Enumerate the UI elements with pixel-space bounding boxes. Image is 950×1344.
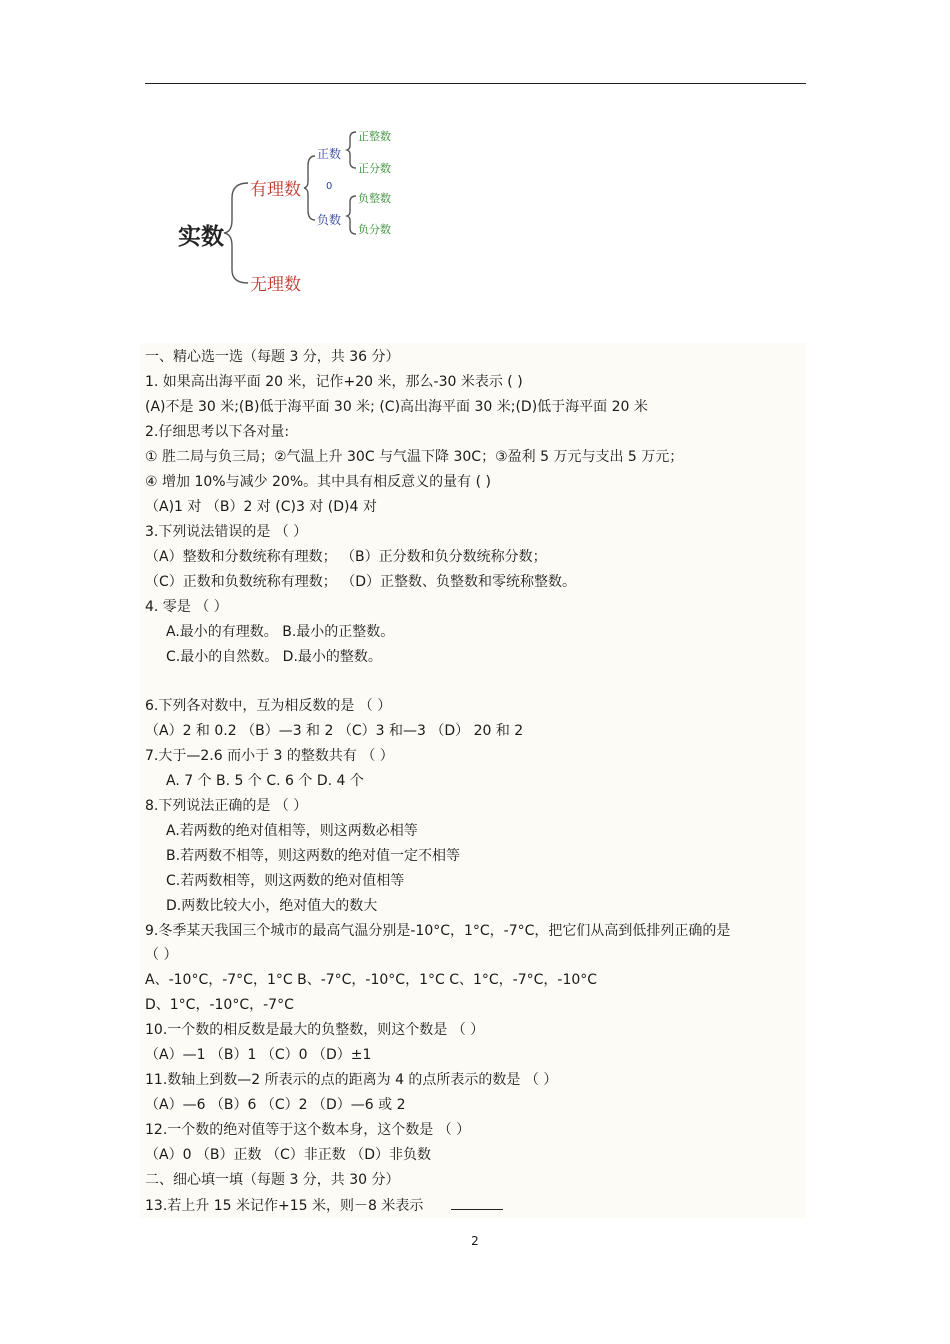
diagram-positive: 正数 — [317, 147, 342, 161]
q9-stem: 9.冬季某天我国三个城市的最高气温分别是-10°C，1°C，-7°C，把它们从高到低排列正确的是 — [145, 923, 731, 939]
q6-stem: 6.下列各对数中，互为相反数的是 （ ） — [145, 698, 392, 714]
q1-options: (A)不是 30 米;(B)低于海平面 30 米; (C)高出海平面 30 米;(D)低于海平面 20 米 — [145, 399, 648, 415]
q7-options: A. 7 个 B. 5 个 C. 6 个 D. 4 个 — [166, 773, 364, 789]
q12-stem: 12.一个数的绝对值等于这个数本身，这个数是 （ ） — [145, 1122, 471, 1138]
q13-answer-blank[interactable] — [451, 1195, 503, 1210]
q3-stem: 3.下列说法错误的是 （ ） — [145, 524, 308, 540]
diagram-rational-numbers: 有理数 — [250, 180, 301, 200]
q8-stem: 8.下列说法正确的是 （ ） — [145, 798, 308, 814]
q7-stem: 7.大于—2.6 而小于 3 的整数共有 （ ） — [145, 748, 394, 764]
q6-options: （A）2 和 0.2 （B）—3 和 2 （C）3 和—3 （D） 20 和 2 — [145, 723, 524, 739]
page-number: 2 — [471, 1234, 479, 1248]
q4-stem: 4. 零是 （ ） — [145, 599, 228, 615]
q11-options: （A）—6 （B）6 （C）2 （D）—6 或 2 — [145, 1097, 406, 1113]
q3-options-cd: （C）正数和负数统称有理数； （D）正整数、负整数和零统称整数。 — [145, 574, 577, 590]
section-one-heading: 一、精心选一选（每题 3 分，共 36 分） — [145, 349, 400, 365]
q9-option-d: D、1°C，-10°C，-7°C — [145, 997, 294, 1013]
q9-options-abc: A、-10°C，-7°C，1°C B、-7°C，-10°C，1°C C、1°C，-7°C，-10°C — [145, 972, 598, 988]
diagram-negative-integers: 负整数 — [358, 192, 391, 205]
q8-option-a: A.若两数的绝对值相等，则这两数必相等 — [166, 823, 418, 839]
q3-options-ab: （A）整数和分数统称有理数； （B）正分数和负分数统称分数； — [145, 549, 547, 565]
q2-options: （A)1 对 （B）2 对 (C)3 对 (D)4 对 — [145, 499, 377, 515]
header-rule — [145, 83, 806, 84]
real-number-classification-diagram — [170, 120, 430, 305]
q13-stem: 13.若上升 15 米记作+15 米，则－8 米表示 — [145, 1198, 424, 1214]
q8-option-d: D.两数比较大小，绝对值大的数大 — [166, 898, 378, 914]
exam-questions — [140, 343, 806, 1218]
q9-answer-bracket: （ ） — [145, 947, 178, 963]
diagram-real-numbers: 实数 — [178, 224, 224, 250]
diagram-zero: 0 — [326, 181, 333, 192]
q1-stem: 1. 如果高出海平面 20 米，记作+20 米，那么-30 米表示 ( ) — [145, 374, 523, 390]
diagram-positive-integers: 正整数 — [358, 130, 391, 143]
diagram-negative-fractions: 负分数 — [358, 223, 391, 236]
q11-stem: 11.数轴上到数—2 所表示的点的距离为 4 的点所表示的数是 （ ） — [145, 1072, 558, 1088]
q12-options: （A）0 （B）正数 （C）非正数 （D）非负数 — [145, 1147, 431, 1163]
diagram-irrational-numbers: 无理数 — [250, 275, 301, 295]
q10-stem: 10.一个数的相反数是最大的负整数，则这个数是 （ ） — [145, 1022, 485, 1038]
q4-options-ab: A.最小的有理数。 B.最小的正整数。 — [166, 624, 395, 640]
q13-row — [145, 1195, 503, 1216]
q2-items-a: ① 胜二局与负三局；②气温上升 30C 与气温下降 30C；③盈利 5 万元与支出 5 万元； — [145, 449, 684, 465]
q8-option-b: B.若两数不相等，则这两数的绝对值一定不相等 — [166, 848, 461, 864]
q2-stem: 2.仔细思考以下各对量: — [145, 424, 290, 440]
q8-option-c: C.若两数相等，则这两数的绝对值相等 — [166, 873, 405, 889]
q10-options: （A）—1 （B）1 （C）0 （D）±1 — [145, 1047, 372, 1063]
q4-options-cd: C.最小的自然数。 D.最小的整数。 — [166, 649, 382, 665]
diagram-positive-fractions: 正分数 — [358, 162, 391, 175]
section-two-heading: 二、细心填一填（每题 3 分，共 30 分） — [145, 1172, 400, 1188]
diagram-negative: 负数 — [317, 213, 342, 227]
q2-items-b: ④ 增加 10%与减少 20%。其中具有相反意义的量有 ( ) — [145, 474, 491, 490]
